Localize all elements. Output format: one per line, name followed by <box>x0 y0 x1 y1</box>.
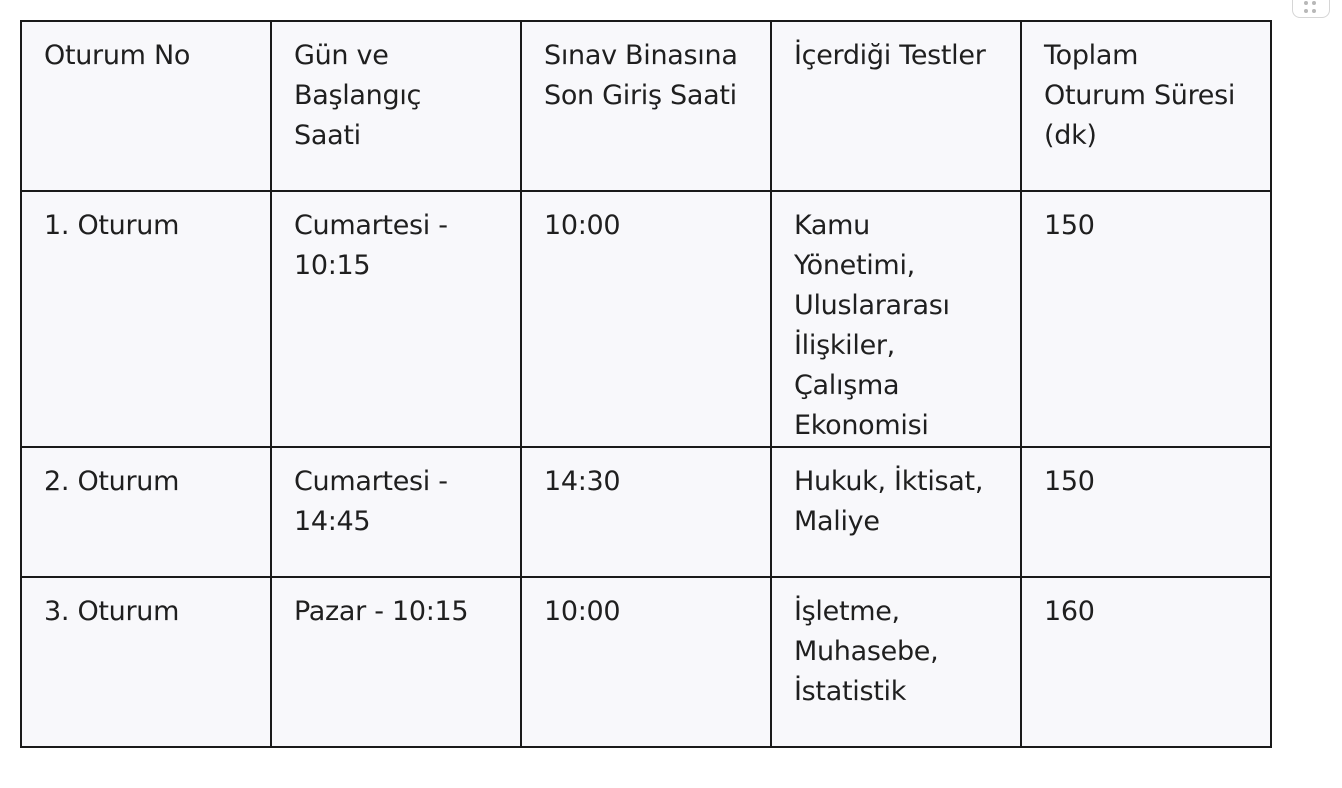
cell-session-no: 3. Oturum <box>21 577 271 747</box>
table-options-button[interactable] <box>1292 0 1330 18</box>
session-table-container <box>20 20 1272 748</box>
drag-handle-icon <box>1304 1 1318 15</box>
header-included-tests: İçerdiği Testler <box>771 21 1021 191</box>
cell-total-duration: 150 <box>1021 447 1271 577</box>
table-row <box>21 577 1271 747</box>
cell-included-tests: Kamu Yönetimi, Uluslararası İlişkiler, Çalışma Ekonomisi <box>771 191 1021 447</box>
cell-total-duration: 160 <box>1021 577 1271 747</box>
header-total-duration: Toplam Oturum Süresi (dk) <box>1021 21 1271 191</box>
cell-session-no: 1. Oturum <box>21 191 271 447</box>
header-day-start-time: Gün ve Başlangıç Saati <box>271 21 521 191</box>
header-session-no: Oturum No <box>21 21 271 191</box>
session-table <box>20 20 1272 748</box>
cell-day-start-time: Pazar - 10:15 <box>271 577 521 747</box>
cell-day-start-time: Cumartesi - 14:45 <box>271 447 521 577</box>
cell-last-entry-time: 10:00 <box>521 577 771 747</box>
cell-day-start-time: Cumartesi - 10:15 <box>271 191 521 447</box>
cell-last-entry-time: 14:30 <box>521 447 771 577</box>
cell-included-tests: İşletme, Muhasebe, İstatistik <box>771 577 1021 747</box>
table-row <box>21 191 1271 447</box>
cell-included-tests: Hukuk, İktisat, Maliye <box>771 447 1021 577</box>
header-last-entry-time: Sınav Binasına Son Giriş Saati <box>521 21 771 191</box>
cell-session-no: 2. Oturum <box>21 447 271 577</box>
table-row <box>21 447 1271 577</box>
cell-total-duration: 150 <box>1021 191 1271 447</box>
table-header-row <box>21 21 1271 191</box>
cell-last-entry-time: 10:00 <box>521 191 771 447</box>
